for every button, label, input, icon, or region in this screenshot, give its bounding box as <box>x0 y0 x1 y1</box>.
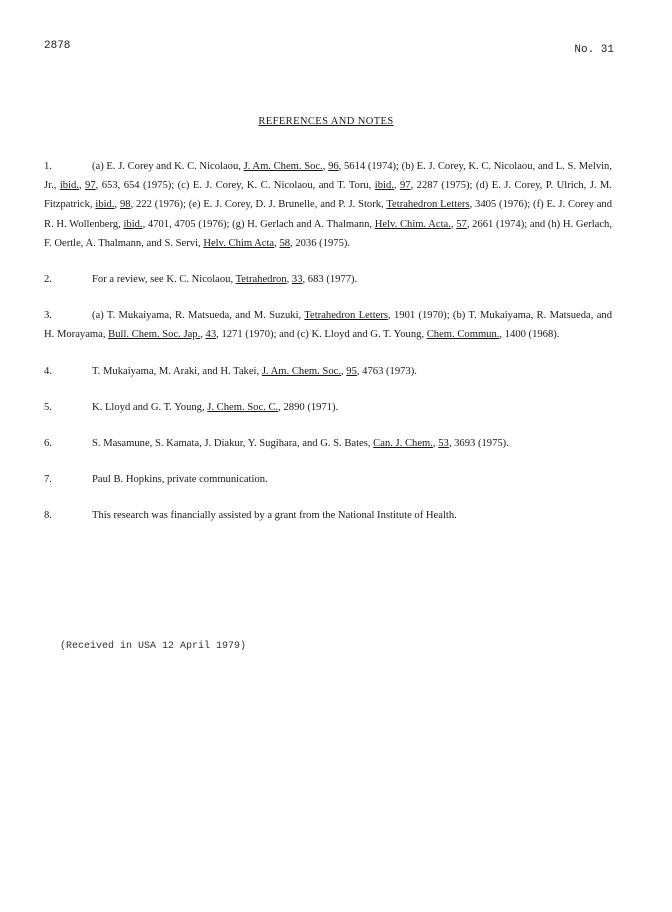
reference-item <box>44 470 612 489</box>
citation-emphasis: 57 <box>456 218 467 230</box>
reference-text: (a) E. J. Corey and K. C. Nicolaou, <box>92 161 244 172</box>
reference-text: S. Masamune, S. Kamata, J. Diakur, Y. Sugihara, and G. S. Bates, <box>92 438 374 450</box>
reference-number: 4. <box>44 365 52 377</box>
reference-item <box>44 270 612 289</box>
citation-emphasis: Can. J. Chem. <box>373 438 433 450</box>
reference-text: Paul B. Hopkins, private communication. <box>92 474 268 486</box>
reference-text: , 2890 (1971). <box>278 401 339 413</box>
reference-text: , <box>393 180 400 192</box>
citation-emphasis: 97 <box>85 180 96 192</box>
reference-text: , <box>78 180 86 192</box>
reference-number: 5. <box>44 401 52 413</box>
reference-item <box>44 398 612 417</box>
reference-text: K. Lloyd and G. T. Young, <box>92 401 208 413</box>
reference-text: , 653, 654 (1975); (c) E. J. Corey, K. C. Nicolaou, and T. Toru, <box>95 180 375 192</box>
citation-emphasis: Tetrahedron Letters <box>386 199 470 211</box>
citation-emphasis: ibid. <box>95 199 115 211</box>
reference-text: , <box>432 438 439 450</box>
references-title: REFERENCES AND NOTES <box>258 116 394 127</box>
citation-emphasis: 98 <box>119 199 131 211</box>
reference-text: , 2287 (1975); (d) E. J. Corey, P. Ulrich, J. M. Fitzpatrick, <box>44 180 612 211</box>
reference-text: , 1901 (1970); (b) T. Mukaiyama, R. Matsueda, and H. Morayama, <box>44 310 612 341</box>
citation-emphasis: 53 <box>438 438 449 450</box>
citation-emphasis: ibid. <box>59 180 79 192</box>
reference-number: 2. <box>44 274 52 286</box>
page-number: 2878 <box>44 40 71 52</box>
reference-text: , 3693 (1975). <box>448 438 509 450</box>
citation-emphasis: J. Am. Chem. Soc. <box>243 161 323 172</box>
reference-text: , <box>286 274 292 286</box>
reference-number: 8. <box>44 510 52 522</box>
reference-text: , 1271 (1970); and (c) K. Lloyd and G. T. Young, <box>216 329 427 341</box>
reference-text: , 4763 (1973). <box>356 365 417 377</box>
reference-number: 1. <box>44 161 52 172</box>
reference-text: , <box>450 218 457 230</box>
reference-text: T. Mukaiyama, M. Araki, and H. Takei, <box>92 365 262 377</box>
reference-text: (a) T. Mukaiyama, R. Matsueda, and M. Suzuki, <box>92 310 305 322</box>
reference-text: , <box>114 199 120 211</box>
reference-text: , <box>340 365 347 377</box>
reference-text: , <box>200 329 206 341</box>
reference-text: , 683 (1977). <box>302 274 358 286</box>
citation-emphasis: Chem. Commun. <box>426 329 500 341</box>
citation-emphasis: 96 <box>328 161 339 172</box>
citation-emphasis: J. Chem. Soc. C. <box>207 401 279 413</box>
reference-number: 7. <box>44 474 52 486</box>
citation-emphasis: Tetrahedron Letters <box>304 310 389 322</box>
reference-item <box>44 506 612 525</box>
citation-emphasis: 43 <box>205 329 217 341</box>
citation-emphasis: Tetrahedron <box>235 274 287 286</box>
reference-text: , 2661 (1974); and (h) H. Gerlach, F. Oertle, A. Thalmann, and S. Servi, <box>44 218 612 249</box>
citation-emphasis: 33 <box>291 274 303 286</box>
received-note: (Received in USA 12 April 1979) <box>60 641 247 652</box>
reference-item <box>44 434 612 453</box>
reference-number: 3. <box>44 310 52 322</box>
citation-emphasis: J. Am. Chem. Soc. <box>261 365 341 377</box>
reference-item <box>44 306 612 344</box>
citation-emphasis: 95 <box>346 365 357 377</box>
citation-emphasis: Bull. Chem. Soc. Jap. <box>108 329 201 341</box>
citation-emphasis: Helv. Chim. Acta. <box>374 218 451 230</box>
reference-item <box>44 362 612 381</box>
reference-text: , 1400 (1968). <box>499 329 560 341</box>
reference-number: 6. <box>44 438 52 450</box>
reference-text: For a review, see K. C. Nicolaou, <box>92 274 236 286</box>
references-list <box>44 157 612 526</box>
citation-emphasis: 97 <box>400 180 411 192</box>
reference-text: , 3405 (1976); (f) E. J. Corey and R. H. Wollenberg, <box>44 199 612 230</box>
reference-text: This research was financially assisted by a grant from the National Institute of Health. <box>92 510 457 522</box>
reference-text: , 4701, 4705 (1976); (g) H. Gerlach and A. Thalmann, <box>142 218 375 230</box>
citation-emphasis: ibid. <box>123 218 143 230</box>
reference-text: , 2036 (1975). <box>290 237 351 249</box>
citation-emphasis: ibid. <box>374 180 394 192</box>
reference-text: , <box>274 237 280 249</box>
reference-text: , 222 (1976); (e) E. J. Corey, D. J. Brunelle, and P. J. Stork, <box>130 199 387 211</box>
reference-item <box>44 157 612 253</box>
citation-emphasis: 58 <box>279 237 291 249</box>
reference-text: , 5614 (1974); (b) E. J. Corey, K. C. Nicolaou, and L. S. Melvin, Jr., <box>44 161 613 192</box>
issue-number: No. 31 <box>574 44 614 56</box>
reference-text: , <box>322 161 329 172</box>
citation-emphasis: Helv. Chim Acta <box>203 237 275 249</box>
